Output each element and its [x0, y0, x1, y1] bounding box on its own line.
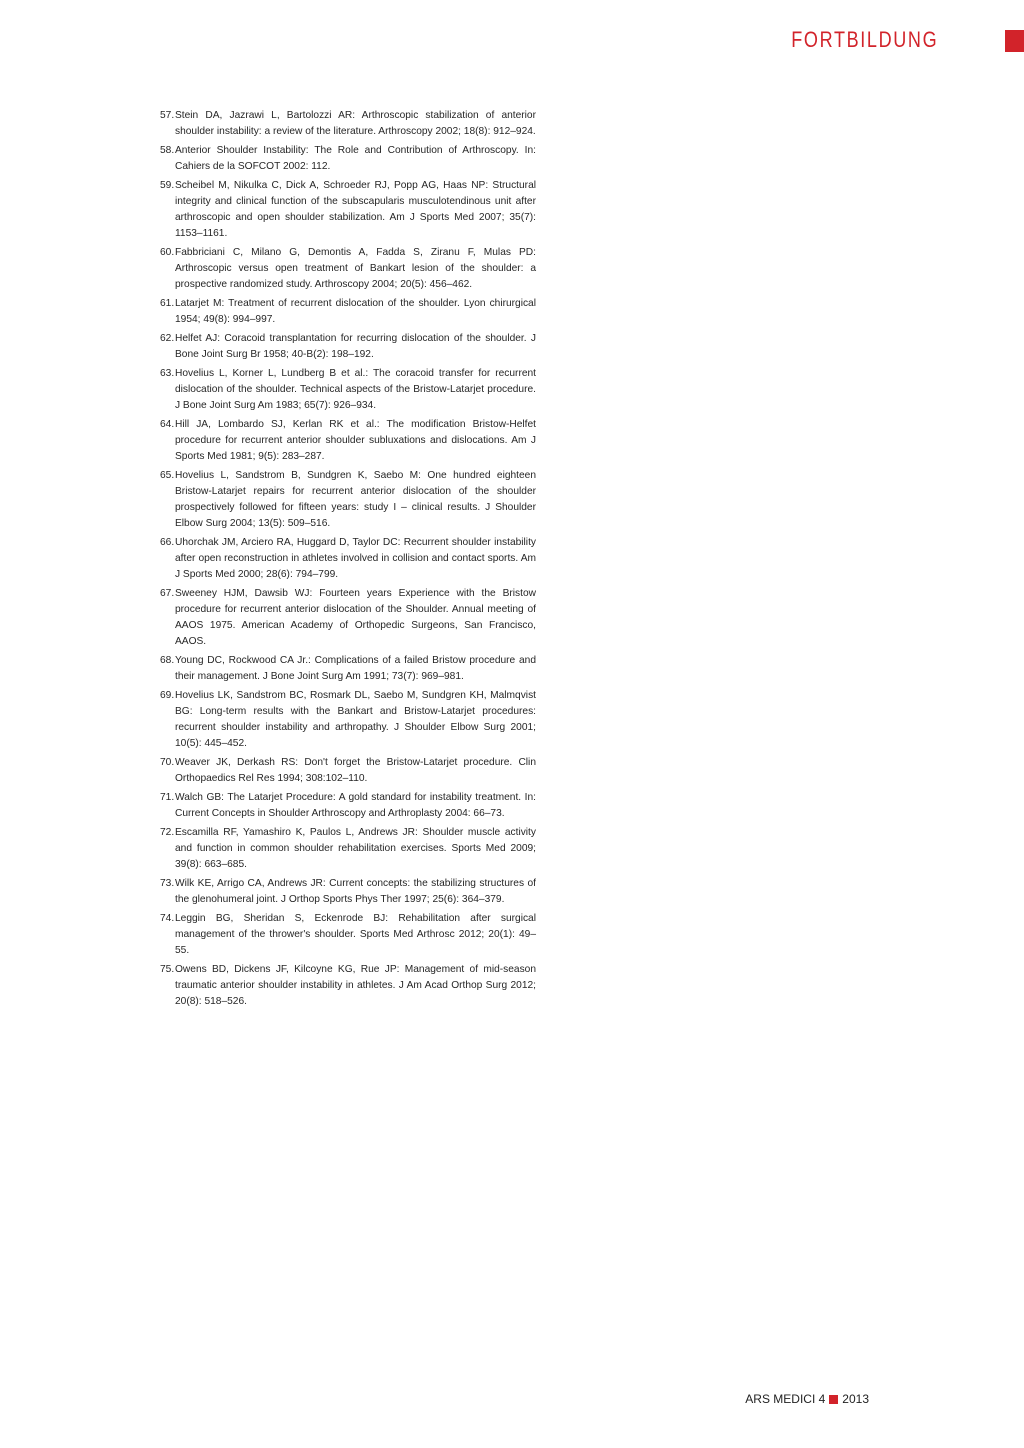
reference-number: 69.	[160, 690, 175, 701]
reference-text: Owens BD, Dickens JF, Kilcoyne KG, Rue JP: Management of mid-season traumatic anterior shoulder instability in athletes. J Am Acad Orthop Surg 2012; 20(8): 518–526.	[175, 964, 536, 1007]
section-marker	[1005, 30, 1024, 52]
reference-item	[160, 688, 536, 752]
reference-number: 70.	[160, 757, 175, 768]
reference-number: 75.	[160, 964, 175, 975]
reference-text: Wilk KE, Arrigo CA, Andrews JR: Current concepts: the stabilizing structures of the glenohumeral joint. J Orthop Sports Phys Ther 1997; 25(6): 364–379.	[175, 878, 536, 905]
reference-item	[160, 755, 536, 787]
reference-text: Latarjet M: Treatment of recurrent dislocation of the shoulder. Lyon chirurgical 1954; 49(8): 994–997.	[175, 298, 536, 325]
reference-item	[160, 962, 536, 1010]
reference-item	[160, 876, 536, 908]
reference-number: 64.	[160, 419, 175, 430]
reference-number: 57.	[160, 110, 175, 121]
reference-item	[160, 825, 536, 873]
reference-number: 63.	[160, 368, 175, 379]
reference-text: Scheibel M, Nikulka C, Dick A, Schroeder RJ, Popp AG, Haas NP: Structural integrity and clinical function of the subscapularis musculotendinous unit after arthroscopic and open shoulder stabilization. Am J Sports Med 2007; 35(7): 1153–1161.	[175, 180, 536, 239]
reference-item	[160, 535, 536, 583]
reference-number: 62.	[160, 333, 175, 344]
reference-item	[160, 296, 536, 328]
reference-number: 59.	[160, 180, 175, 191]
reference-text: Walch GB: The Latarjet Procedure: A gold standard for instability treatment. In: Current Concepts in Shoulder Arthroscopy and Arthroplasty 2004: 66–73.	[175, 792, 536, 819]
footer-journal: ARS MEDICI 4	[745, 1392, 826, 1406]
reference-number: 74.	[160, 913, 175, 924]
reference-text: Uhorchak JM, Arciero RA, Huggard D, Taylor DC: Recurrent shoulder instability after open reconstruction in athletes involved in collision and contact sports. Am J Sports Med 2000; 28(6): 794–799.	[175, 537, 536, 580]
reference-number: 68.	[160, 655, 175, 666]
reference-item	[160, 178, 536, 242]
footer-separator-square	[829, 1395, 838, 1404]
reference-number: 72.	[160, 827, 175, 838]
reference-item	[160, 245, 536, 293]
reference-item	[160, 911, 536, 959]
reference-text: Anterior Shoulder Instability: The Role and Contribution of Arthroscopy. In: Cahiers de la SOFCOT 2002: 112.	[175, 145, 536, 172]
reference-text: Young DC, Rockwood CA Jr.: Complications of a failed Bristow procedure and their management. J Bone Joint Surg Am 1991; 73(7): 969–981.	[175, 655, 536, 682]
reference-number: 66.	[160, 537, 175, 548]
reference-number: 73.	[160, 878, 175, 889]
reference-number: 67.	[160, 588, 175, 599]
reference-text: Hovelius L, Sandstrom B, Sundgren K, Saebo M: One hundred eighteen Bristow-Latarjet repairs for recurrent anterior dislocation of the shoulder prospectively followed for fifteen years: study I – clinical results. J Shoulder Elbow Surg 2004; 13(5): 509–516.	[175, 470, 536, 529]
reference-item	[160, 586, 536, 650]
reference-text: Leggin BG, Sheridan S, Eckenrode BJ: Rehabilitation after surgical management of the thrower's shoulder. Sports Med Arthrosc 2012; 20(1): 49–55.	[175, 913, 536, 956]
reference-number: 58.	[160, 145, 175, 156]
reference-text: Hovelius LK, Sandstrom BC, Rosmark DL, Saebo M, Sundgren KH, Malmqvist BG: Long-term results with the Bankart and Bristow-Latarjet procedures: recurrent shoulder instability and arthropathy. J Shoulder Elbow Surg 2001; 10(5): 445–452.	[175, 690, 536, 749]
reference-number: 60.	[160, 247, 175, 258]
footer-year: 2013	[842, 1392, 869, 1406]
reference-list	[160, 108, 536, 1013]
reference-text: Sweeney HJM, Dawsib WJ: Fourteen years Experience with the Bristow procedure for recurrent anterior dislocation of the Shoulder. Annual meeting of AAOS 1975. American Academy of Orthopedic Surgeons, San Francisco, AAOS.	[175, 588, 536, 647]
reference-number: 61.	[160, 298, 175, 309]
reference-text: Escamilla RF, Yamashiro K, Paulos L, Andrews JR: Shoulder muscle activity and function in common shoulder rehabilitation exercises. Sports Med 2009; 39(8): 663–685.	[175, 827, 536, 870]
reference-item	[160, 143, 536, 175]
reference-text: Hill JA, Lombardo SJ, Kerlan RK et al.: The modification Bristow-Helfet procedure for recurrent anterior shoulder subluxations and dislocations. Am J Sports Med 1981; 9(5): 283–287.	[175, 419, 536, 462]
reference-text: Hovelius L, Korner L, Lundberg B et al.: The coracoid transfer for recurrent dislocation of the shoulder. Technical aspects of the Bristow-Latarjet procedure. J Bone Joint Surg Am 1983; 65(7): 926–934.	[175, 368, 536, 411]
reference-text: Stein DA, Jazrawi L, Bartolozzi AR: Arthroscopic stabilization of anterior shoulder instability: a review of the literature. Arthroscopy 2002; 18(8): 912–924.	[175, 110, 536, 137]
reference-item	[160, 790, 536, 822]
reference-item	[160, 108, 536, 140]
reference-item	[160, 331, 536, 363]
reference-text: Fabbriciani C, Milano G, Demontis A, Fadda S, Ziranu F, Mulas PD: Arthroscopic versus open treatment of Bankart lesion of the shoulder: a prospective randomized study. Arthroscopy 2004; 20(5): 456–462.	[175, 247, 536, 290]
reference-item	[160, 468, 536, 532]
reference-text: Helfet AJ: Coracoid transplantation for recurring dislocation of the shoulder. J Bone Joint Surg Br 1958; 40-B(2): 198–192.	[175, 333, 536, 360]
page-footer	[745, 1392, 869, 1406]
reference-item	[160, 366, 536, 414]
reference-text: Weaver JK, Derkash RS: Don't forget the Bristow-Latarjet procedure. Clin Orthopaedics Rel Res 1994; 308:102–110.	[175, 757, 536, 784]
reference-item	[160, 653, 536, 685]
reference-item	[160, 417, 536, 465]
reference-number: 65.	[160, 470, 175, 481]
reference-number: 71.	[160, 792, 175, 803]
section-header-title: FORTBILDUNG	[790, 27, 938, 52]
